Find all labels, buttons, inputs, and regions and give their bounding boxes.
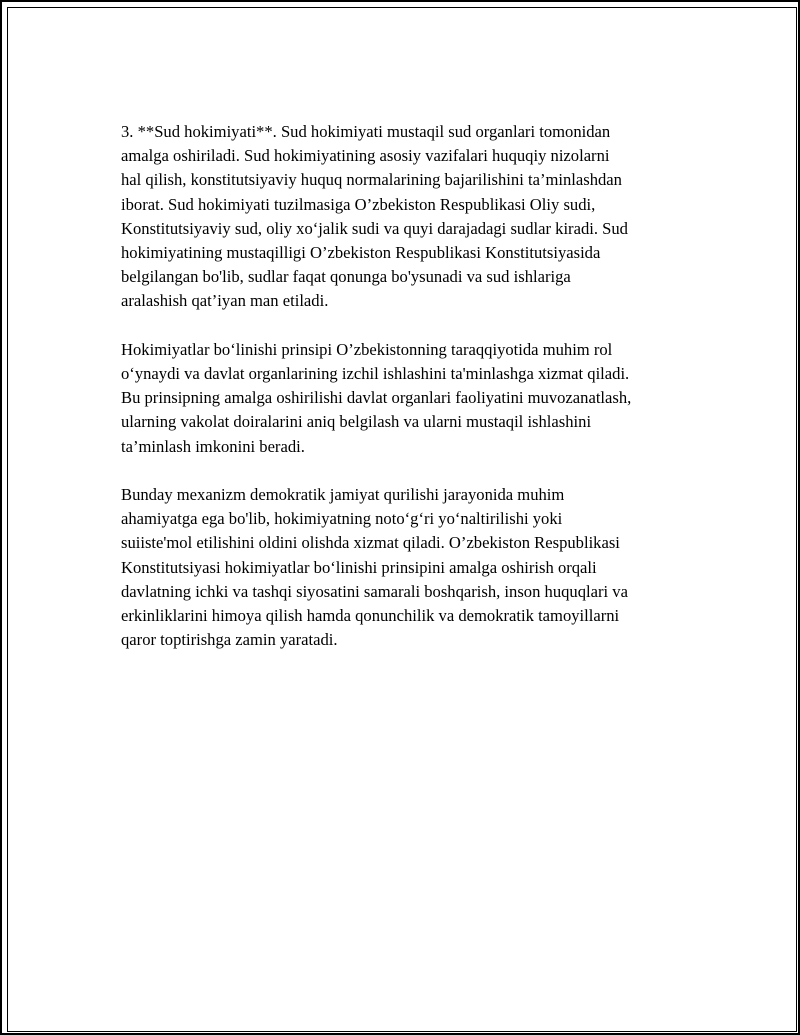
paragraph-bunday-mexanizm: Bunday mexanizm demokratik jamiyat qurilishi jarayonida muhim ahamiyatga ega bo'lib, hokimiyatning noto‘g‘ri yo‘naltirilishi yoki suiiste'mol etilishini oldini olishda xizmat qiladi. O’zbekiston Respublikasi Konstitutsiyasi hokimiyatlar bo‘linishi prinsipini amalga oshirish orqali davlatning ichki va tashqi siyosatini samarali boshqarish, inson huquqlari va erkinliklarini himoya qilish hamda qonunchilik va demokratik tamoyillarni qaror toptirishga zamin yaratadi. bbox=[121, 485, 628, 650]
document-body bbox=[121, 120, 696, 677]
paragraph-sud-hokimiyati: 3. **Sud hokimiyati**. Sud hokimiyati mustaqil sud organlari tomonidan amalga oshiriladi. Sud hokimiyatining asosiy vazifalari huquqiy nizolarni hal qilish, konstitutsiyaviy huquq normalarining bajarilishini ta’minlashdan iborat. Sud hokimiyati tuzilmasiga O’zbekiston Respublikasi Oliy sudi, Konstitutsiyaviy sud, oliy xo‘jalik sudi va quyi darajadagi sudlar kiradi. Sud hokimiyatining mustaqilligi O’zbekiston Respublikasi Konstitutsiyasida belgilangan bo'lib, sudlar faqat qonunga bo'ysunadi va sud ishlariga aralashish qat’iyan man etiladi. bbox=[121, 122, 628, 311]
paragraph-hokimiyatlar-bolinishi: Hokimiyatlar bo‘linishi prinsipi O’zbekistonning taraqqiyotida muhim rol o‘ynaydi va davlat organlarining izchil ishlashini ta'minlashga xizmat qiladi. Bu prinsipning amalga oshirilishi davlat organlari faoliyatini muvozanatlash, ularning vakolat doiralarini aniq belgilash va ularni mustaqil ishlashini ta’minlash imkonini beradi. bbox=[121, 339, 632, 456]
